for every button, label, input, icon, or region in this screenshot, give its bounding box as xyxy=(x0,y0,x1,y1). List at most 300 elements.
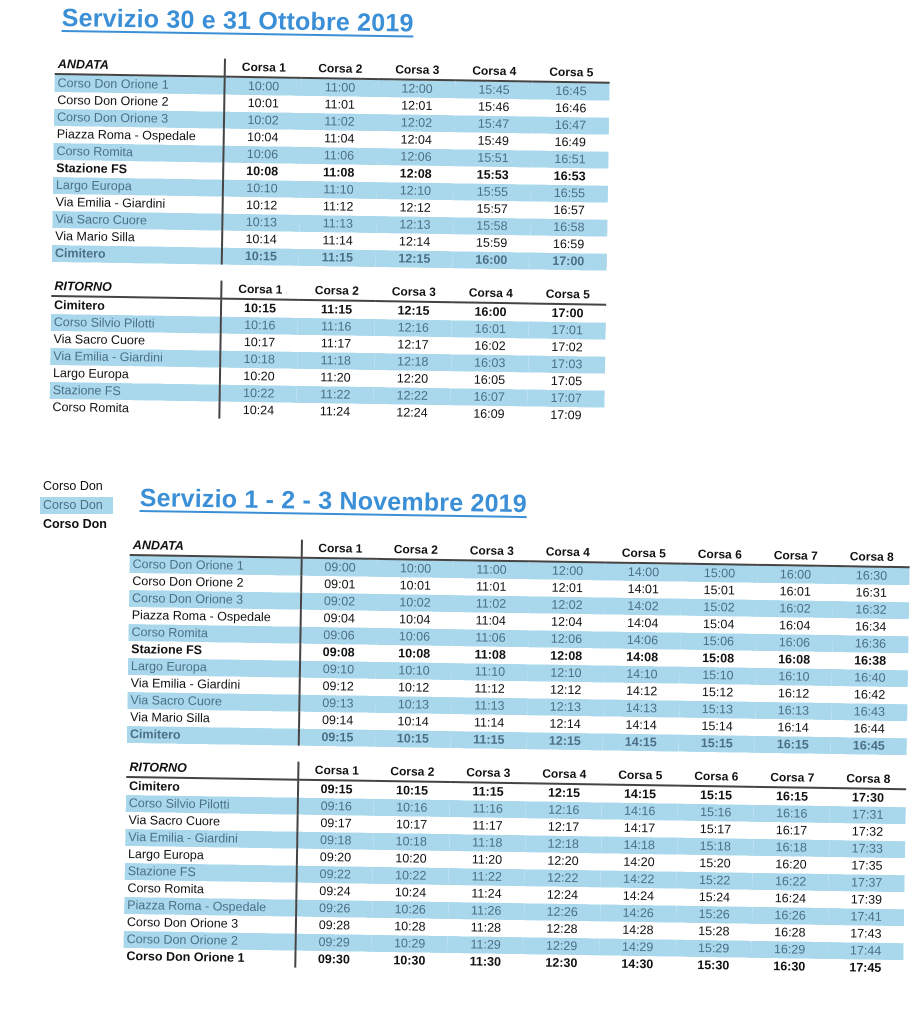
departure-time: 16:45 xyxy=(532,82,609,101)
departure-time: 11:04 xyxy=(475,613,507,628)
column-header: Corsa 4 xyxy=(526,765,602,784)
departure-time: 16:40 xyxy=(832,669,908,687)
departure-time: 10:04 xyxy=(247,130,279,145)
stop-name: Via Mario Silla xyxy=(52,228,222,248)
departure-time: 10:13 xyxy=(375,696,451,714)
departure-time: 14:02 xyxy=(605,597,681,615)
departure-time: 14:12 xyxy=(625,683,658,699)
stop-name: Largo Europa xyxy=(53,177,223,197)
departure-time: 09:15 xyxy=(320,782,353,797)
departure-time: 17:41 xyxy=(828,908,904,926)
stop-name: Corso Don Orione 2 xyxy=(54,92,224,112)
departure-time: 16:29 xyxy=(751,941,827,959)
departure-time: 12:01 xyxy=(551,580,584,596)
departure-time: 17:43 xyxy=(850,926,882,941)
departure-time: 10:01 xyxy=(399,578,432,593)
departure-time: 11:17 xyxy=(472,818,503,833)
timetable-november xyxy=(123,537,910,977)
departure-time: 17:02 xyxy=(551,339,583,355)
departure-time: 16:18 xyxy=(753,839,829,857)
departure-time: 11:15 xyxy=(451,731,527,749)
stop-name: Via Sacro Cuore xyxy=(52,211,222,231)
column-header: Corsa 6 xyxy=(682,546,758,565)
departure-time: 10:22 xyxy=(373,867,449,885)
departure-time: 11:15 xyxy=(320,302,353,317)
departure-time: 15:06 xyxy=(680,633,756,651)
departure-time: 12:04 xyxy=(400,132,432,147)
departure-time: 14:08 xyxy=(626,649,659,665)
departure-time: 16:46 xyxy=(554,100,587,116)
stop-name: Stazione FS xyxy=(53,160,223,180)
column-header: Corsa 7 xyxy=(758,547,834,566)
stop-name: Via Sacro Cuore xyxy=(125,812,297,832)
departure-time: 12:06 xyxy=(528,630,604,648)
departure-time: 10:17 xyxy=(243,335,276,350)
column-header: Corsa 6 xyxy=(678,768,754,787)
column-header: Corsa 1 xyxy=(298,762,374,781)
departure-time: 15:10 xyxy=(680,667,756,685)
departure-time: 16:57 xyxy=(553,202,585,218)
departure-time: 16:13 xyxy=(755,702,831,720)
departure-time: 14:06 xyxy=(604,631,680,649)
departure-time: 09:20 xyxy=(319,850,352,865)
departure-time: 09:00 xyxy=(301,558,377,577)
departure-time: 16:47 xyxy=(532,117,609,135)
departure-time: 11:08 xyxy=(322,165,355,180)
departure-time: 16:31 xyxy=(855,585,887,600)
departure-time: 10:01 xyxy=(247,96,280,111)
departure-time: 09:30 xyxy=(317,952,350,967)
departure-time: 16:59 xyxy=(552,236,585,252)
departure-time: 11:00 xyxy=(453,560,529,579)
departure-time: 16:03 xyxy=(451,354,528,372)
stop-name: Corso Romita xyxy=(49,399,219,419)
stop-name: Stazione FS xyxy=(125,863,297,883)
column-header: Corsa 2 xyxy=(302,60,379,79)
section-label: ANDATA xyxy=(55,56,225,77)
departure-time: 09:14 xyxy=(321,713,354,728)
departure-time: 12:29 xyxy=(523,937,599,955)
stop-name: Corso Silvio Pilotti xyxy=(126,795,298,815)
departure-time: 11:18 xyxy=(449,834,525,852)
departure-time: 16:51 xyxy=(531,150,608,168)
departure-time: 15:24 xyxy=(698,889,731,905)
departure-time: 12:13 xyxy=(527,698,603,716)
stop-name: Corso Don Orione 2 xyxy=(129,573,301,593)
departure-time: 15:17 xyxy=(699,821,732,837)
departure-time: 11:04 xyxy=(323,131,355,146)
departure-time: 10:26 xyxy=(372,901,448,919)
departure-time: 14:01 xyxy=(627,581,659,597)
departure-time: 12:12 xyxy=(399,200,431,215)
departure-time: 09:10 xyxy=(300,661,376,679)
stop-name: Via Emilia - Giardini xyxy=(50,348,220,368)
departure-time: 11:02 xyxy=(301,113,378,131)
departure-time: 10:20 xyxy=(395,851,427,866)
stop-name: Corso Don Orione 1 xyxy=(129,555,301,576)
departure-time: 10:00 xyxy=(224,77,301,96)
departure-time: 12:01 xyxy=(401,98,433,113)
departure-time: 10:06 xyxy=(376,628,452,646)
departure-time: 12:15 xyxy=(547,785,581,801)
ritorno-table xyxy=(49,278,606,425)
departure-time: 17:07 xyxy=(528,389,605,407)
departure-time: 12:14 xyxy=(398,234,431,249)
departure-time: 16:15 xyxy=(775,789,809,804)
departure-time: 12:10 xyxy=(528,664,604,682)
departure-time: 10:17 xyxy=(395,817,428,832)
departure-time: 09:13 xyxy=(299,695,375,713)
departure-time: 16:14 xyxy=(777,720,809,735)
departure-time: 16:53 xyxy=(553,168,586,184)
stop-name: Corso Romita xyxy=(124,880,296,900)
departure-time: 11:02 xyxy=(453,595,529,613)
departure-time: 11:20 xyxy=(320,370,351,385)
departure-time: 09:28 xyxy=(318,918,351,933)
departure-time: 12:22 xyxy=(525,869,601,887)
departure-time: 15:46 xyxy=(478,99,510,115)
andata-table xyxy=(127,537,910,755)
stop-name: Via Emilia - Giardini xyxy=(128,675,300,695)
departure-time: 10:15 xyxy=(375,730,451,748)
departure-time: 10:06 xyxy=(223,146,300,164)
departure-time: 15:18 xyxy=(677,838,753,856)
departure-time: 10:18 xyxy=(220,351,297,369)
departure-time: 10:14 xyxy=(397,714,429,729)
title-october-service: Servizio 30 e 31 Ottobre 2019 xyxy=(61,4,414,38)
departure-time: 16:30 xyxy=(833,566,909,585)
departure-time: 11:12 xyxy=(474,681,505,696)
departure-time: 15:53 xyxy=(476,167,509,183)
departure-time: 12:08 xyxy=(399,166,432,181)
stop-name: Via Emilia - Giardini xyxy=(125,829,297,849)
stop-name: Corso Don Orione 3 xyxy=(54,109,224,129)
departure-time: 14:20 xyxy=(623,854,655,870)
departure-time: 09:08 xyxy=(322,645,355,660)
title-november-service: Servizio 1 - 2 - 3 Novembre 2019 xyxy=(139,484,528,519)
departure-time: 12:04 xyxy=(550,614,583,630)
stop-name: Corso Don Orione 3 xyxy=(129,590,301,610)
departure-time: 16:24 xyxy=(774,891,807,906)
departure-time: 11:20 xyxy=(471,852,503,867)
column-header: Corsa 2 xyxy=(374,763,450,782)
departure-time: 09:17 xyxy=(320,816,352,831)
departure-time: 09:12 xyxy=(322,679,354,694)
departure-time: 10:13 xyxy=(222,214,299,232)
departure-time: 10:16 xyxy=(374,799,450,817)
departure-time: 16:36 xyxy=(832,635,908,653)
column-header: Corsa 2 xyxy=(298,282,375,301)
departure-time: 17:39 xyxy=(850,892,883,907)
departure-time: 09:01 xyxy=(324,577,356,592)
departure-time: 15:47 xyxy=(455,115,532,133)
departure-time: 09:04 xyxy=(323,611,355,626)
departure-time: 12:16 xyxy=(526,801,602,819)
departure-time: 15:45 xyxy=(455,80,532,99)
stop-name: Cimitero xyxy=(127,726,299,746)
column-header: Corsa 7 xyxy=(754,769,830,788)
departure-time: 15:49 xyxy=(477,133,509,149)
departure-time: 14:15 xyxy=(623,786,657,802)
column-header: Corsa 5 xyxy=(533,64,610,83)
departure-time: 16:16 xyxy=(754,805,830,823)
departure-time: 17:00 xyxy=(530,252,607,270)
departure-time: 16:00 xyxy=(757,565,833,584)
departure-time: 15:02 xyxy=(681,599,757,617)
departure-time: 12:12 xyxy=(549,682,582,698)
departure-time: 17:00 xyxy=(551,305,584,321)
departure-time: 16:00 xyxy=(474,304,507,320)
departure-time: 15:15 xyxy=(679,735,755,753)
departure-time: 15:15 xyxy=(699,787,733,803)
departure-time: 11:24 xyxy=(319,404,351,419)
stop-name: Largo Europa xyxy=(128,658,300,678)
departure-time: 09:16 xyxy=(298,798,374,816)
section-label: RITORNO xyxy=(126,759,298,780)
column-header: Corsa 4 xyxy=(530,543,606,562)
departure-time: 17:35 xyxy=(851,858,883,873)
departure-time: 14:26 xyxy=(600,904,676,922)
departure-time: 11:15 xyxy=(299,249,376,267)
departure-time: 10:29 xyxy=(372,935,448,953)
column-header: Corsa 1 xyxy=(225,59,302,78)
departure-time: 12:17 xyxy=(397,337,429,352)
stop-name: Corso Don Orione 1 xyxy=(123,948,295,968)
departure-time: 12:15 xyxy=(397,303,430,318)
departure-time: 12:18 xyxy=(374,353,451,371)
departure-time: 15:58 xyxy=(453,217,530,235)
departure-time: 10:02 xyxy=(377,594,453,612)
departure-time: 17:44 xyxy=(827,942,903,960)
departure-time: 16:05 xyxy=(473,372,506,388)
departure-time: 11:00 xyxy=(301,78,378,97)
departure-time: 09:15 xyxy=(299,729,375,747)
departure-time: 12:18 xyxy=(525,835,601,853)
departure-time: 09:18 xyxy=(297,832,373,850)
stop-name: Stazione FS xyxy=(128,641,300,661)
stop-name: Cimitero xyxy=(52,245,222,265)
departure-time: 17:01 xyxy=(529,321,606,339)
stop-name: Corso Don Orione 2 xyxy=(124,931,296,951)
column-header: Corsa 5 xyxy=(606,544,682,563)
departure-time: 12:02 xyxy=(529,596,605,614)
departure-time: 15:20 xyxy=(699,855,731,871)
departure-time: 14:18 xyxy=(601,836,677,854)
departure-time: 17:05 xyxy=(550,373,583,389)
departure-time: 16:10 xyxy=(756,668,832,686)
stop-name: Via Sacro Cuore xyxy=(50,331,220,351)
stop-name: Corso Don Orione 3 xyxy=(124,914,296,934)
departure-time: 12:28 xyxy=(546,921,578,937)
departure-time: 09:02 xyxy=(301,593,377,611)
departure-time: 11:16 xyxy=(298,318,375,336)
departure-time: 11:17 xyxy=(320,336,352,351)
departure-time: 15:57 xyxy=(476,201,508,217)
column-header: Corsa 8 xyxy=(830,770,906,789)
stop-name: Cimitero xyxy=(51,296,221,317)
departure-time: 14:14 xyxy=(625,717,657,733)
departure-time: 10:15 xyxy=(243,301,277,316)
covered-stop-fragment: Corso Don xyxy=(40,497,113,514)
departure-time: 16:17 xyxy=(775,823,808,838)
departure-time: 10:24 xyxy=(394,885,427,900)
column-header: Corsa 4 xyxy=(456,62,533,81)
departure-time: 16:30 xyxy=(773,959,806,974)
departure-time: 15:30 xyxy=(697,957,730,973)
departure-time: 17:33 xyxy=(829,840,905,858)
departure-time: 12:24 xyxy=(546,887,579,903)
departure-time: 16:04 xyxy=(778,618,811,633)
departure-time: 16:09 xyxy=(473,406,505,422)
departure-time: 16:42 xyxy=(853,687,886,702)
departure-time: 11:01 xyxy=(475,579,507,594)
departure-time: 11:18 xyxy=(297,352,374,370)
departure-time: 16:01 xyxy=(452,320,529,338)
departure-time: 14:15 xyxy=(603,733,679,751)
departure-time: 10:18 xyxy=(373,833,449,851)
departure-time: 16:15 xyxy=(755,736,831,754)
departure-time: 11:12 xyxy=(322,199,354,214)
departure-time: 11:24 xyxy=(471,886,502,901)
departure-time: 12:08 xyxy=(550,648,583,664)
departure-time: 16:43 xyxy=(831,703,907,721)
departure-time: 09:06 xyxy=(300,627,376,645)
departure-time: 09:26 xyxy=(296,900,372,918)
departure-time: 15:51 xyxy=(454,149,531,167)
departure-time: 11:22 xyxy=(297,386,374,404)
departure-time: 16:02 xyxy=(757,600,833,618)
departure-time: 11:16 xyxy=(450,800,526,818)
departure-time: 15:13 xyxy=(679,701,755,719)
departure-time: 11:01 xyxy=(324,97,356,112)
departure-time: 10:12 xyxy=(245,198,278,213)
departure-time: 11:14 xyxy=(473,715,505,730)
departure-time: 11:22 xyxy=(449,868,525,886)
departure-time: 17:31 xyxy=(830,806,906,824)
departure-time: 11:06 xyxy=(452,629,528,647)
column-header: Corsa 4 xyxy=(452,284,529,303)
departure-time: 10:04 xyxy=(398,612,431,627)
departure-time: 15:04 xyxy=(702,617,735,632)
departure-time: 17:03 xyxy=(528,355,605,373)
departure-time: 10:15 xyxy=(222,248,299,266)
timetable-october xyxy=(49,56,610,425)
stop-name: Corso Don Orione 1 xyxy=(54,74,224,95)
departure-time: 11:08 xyxy=(474,647,506,662)
departure-time: 14:10 xyxy=(604,665,680,683)
departure-time: 15:26 xyxy=(676,906,752,924)
departure-time: 15:08 xyxy=(702,651,735,666)
departure-time: 10:02 xyxy=(224,112,301,130)
departure-time: 11:29 xyxy=(448,936,524,954)
stop-name: Piazza Roma - Ospedale xyxy=(129,607,301,627)
departure-time: 15:28 xyxy=(698,923,730,939)
column-header: Corsa 1 xyxy=(302,540,378,559)
departure-time: 14:29 xyxy=(599,938,675,956)
departure-time: 10:10 xyxy=(376,662,452,680)
departure-time: 12:17 xyxy=(547,819,580,835)
covered-stop-fragment: Corso Don xyxy=(43,479,103,493)
departure-time: 16:01 xyxy=(779,584,811,599)
departure-time: 12:20 xyxy=(547,853,579,869)
departure-time: 11:10 xyxy=(300,181,377,199)
departure-time: 10:24 xyxy=(242,402,275,418)
column-header: Corsa 1 xyxy=(221,281,298,300)
departure-time: 14:04 xyxy=(626,615,659,631)
departure-time: 12:15 xyxy=(527,732,603,750)
departure-time: 12:20 xyxy=(396,371,429,386)
departure-time: 12:02 xyxy=(378,114,455,132)
departure-time: 12:00 xyxy=(529,561,605,580)
departure-time: 09:22 xyxy=(297,866,373,884)
departure-time: 14:22 xyxy=(601,870,677,888)
departure-time: 16:07 xyxy=(451,388,528,406)
departure-time: 12:14 xyxy=(549,716,581,732)
departure-time: 16:49 xyxy=(554,134,586,150)
stop-name: Largo Europa xyxy=(125,846,297,866)
departure-time: 16:34 xyxy=(854,619,887,634)
column-header: Corsa 2 xyxy=(378,541,454,560)
departure-time: 14:24 xyxy=(622,888,655,904)
departure-time: 16:12 xyxy=(777,686,810,701)
column-header: Corsa 5 xyxy=(529,285,606,304)
departure-time: 11:28 xyxy=(470,920,502,935)
stop-name: Piazza Roma - Ospedale xyxy=(54,126,224,146)
departure-time: 15:01 xyxy=(703,583,735,598)
departure-time: 16:55 xyxy=(531,184,608,202)
departure-time: 12:16 xyxy=(375,319,452,337)
stop-name: Corso Romita xyxy=(128,624,300,644)
departure-time: 15:29 xyxy=(675,940,751,958)
stop-name: Via Mario Silla xyxy=(127,709,299,729)
departure-time: 15:12 xyxy=(701,685,734,700)
departure-time: 17:09 xyxy=(550,407,582,423)
departure-time: 16:06 xyxy=(756,634,832,652)
departure-time: 10:14 xyxy=(245,232,277,247)
column-header: Corsa 3 xyxy=(375,283,452,302)
departure-time: 15:55 xyxy=(454,183,531,201)
departure-time: 10:10 xyxy=(223,180,300,198)
column-header: Corsa 3 xyxy=(450,764,526,783)
departure-time: 10:00 xyxy=(377,559,453,578)
stop-name: Corso Silvio Pilotti xyxy=(51,314,221,334)
departure-time: 16:22 xyxy=(753,873,829,891)
departure-time: 09:24 xyxy=(319,884,351,899)
departure-time: 11:06 xyxy=(300,147,377,165)
departure-time: 14:00 xyxy=(605,562,681,581)
departure-time: 10:30 xyxy=(393,953,426,968)
departure-time: 16:44 xyxy=(853,721,885,736)
departure-time: 16:28 xyxy=(774,925,806,940)
departure-time: 11:14 xyxy=(322,233,353,248)
departure-time: 15:00 xyxy=(681,564,757,583)
stop-name: Via Emilia - Giardini xyxy=(53,194,223,214)
departure-time: 11:13 xyxy=(451,697,527,715)
departure-time: 15:59 xyxy=(475,235,508,251)
departure-time: 10:08 xyxy=(398,646,431,661)
covered-stop-fragment: Corso Don xyxy=(43,517,107,531)
departure-time: 12:06 xyxy=(377,148,454,166)
departure-time: 14:17 xyxy=(623,820,656,836)
departure-time: 12:22 xyxy=(374,387,451,405)
stop-name: Largo Europa xyxy=(50,365,220,385)
departure-time: 15:14 xyxy=(701,719,733,734)
column-header: Corsa 3 xyxy=(379,61,456,80)
stop-name: Corso Romita xyxy=(53,143,223,163)
stop-name: Via Sacro Cuore xyxy=(127,692,299,712)
stop-name: Piazza Roma - Ospedale xyxy=(124,897,296,917)
departure-time: 11:13 xyxy=(299,215,376,233)
